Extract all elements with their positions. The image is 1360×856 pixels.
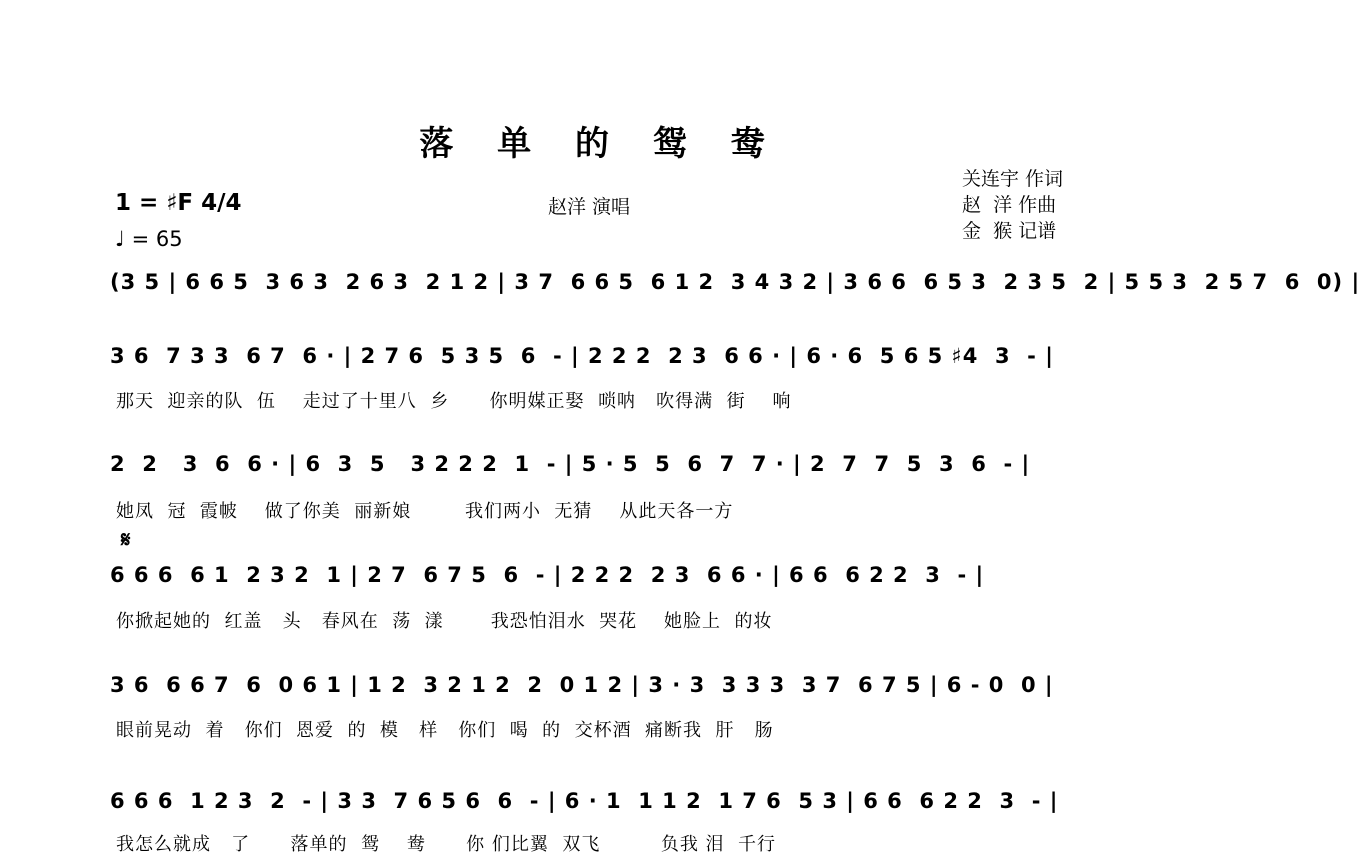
tempo-marking: ♩ = 65 [115, 227, 183, 251]
lyric-row: 眼前晃动 着 你们 恩爱 的 模 样 你们 喝 的 交杯酒 痛断我 肝 肠 [116, 720, 774, 741]
music-row: 6 6 6 1 2 3 2 - | 3 3 7 6 5 6 6 - | 6 · 1 1 1 2 1 7 6 5 3 | 6 6 6 2 2 3 - | [110, 789, 1059, 813]
credits [962, 166, 1063, 244]
lyricist-credit: 关连宇 作词 [962, 168, 1064, 190]
segno-sign: 𝄋 [121, 528, 131, 553]
music-row: 2 2 3 6 6 · | 6 3 5 3 2 2 2 1 - | 5 · 5 5 6 7 7 · | 2 7 7 5 3 6 - | [110, 452, 1031, 476]
lyric-row: 那天 迎亲的队 伍 走过了十里八 乡 你明媒正娶 唢呐 吹得满 街 响 [116, 391, 792, 412]
music-row: (3 5 | 6 6 5 3 6 3 2 6 3 2 1 2 | 3 7 6 6 5 6 1 2 3 4 3 2 | 3 6 6 6 5 3 2 3 5 2 | 5 5 3 2 5 7 6 0) | [110, 270, 1360, 294]
music-row: 3 6 6 6 7 6 0 6 1 | 1 2 3 2 1 2 2 0 1 2 | 3 · 3 3 3 3 3 7 6 7 5 | 6 - 0 0 | [110, 673, 1054, 697]
music-row: 6 6 6 6 1 2 3 2 1 | 2 7 6 7 5 6 - | 2 2 2 2 3 6 6 · | 6 6 6 2 2 3 - | [110, 563, 985, 587]
lyric-row: 你掀起她的 红盖 头 春风在 荡 漾 我恐怕泪水 哭花 她脸上 的妆 [116, 611, 773, 632]
key-signature: 1 = ♯F 4/4 [115, 190, 242, 216]
song-title: 落 单 的 鸳 鸯 [419, 124, 781, 164]
music-row: 3 6 7 3 3 6 7 6 · | 2 7 6 5 3 5 6 - | 2 2 2 2 3 6 6 · | 6 · 6 5 6 5 ♯4 3 - | [110, 344, 1054, 368]
transcriber-credit: 金 猴 记谱 [962, 220, 1057, 242]
lyric-row: 她凤 冠 霞帔 做了你美 丽新娘 我们两小 无猜 从此天各一方 [116, 501, 734, 522]
composer-credit: 赵 洋 作曲 [962, 194, 1057, 216]
singer-credit: 赵洋 演唱 [548, 196, 631, 218]
lyric-row: 我怎么就成 了 落单的 鸳 鸯 你 们比翼 双飞 负我 泪 千行 [116, 834, 776, 855]
